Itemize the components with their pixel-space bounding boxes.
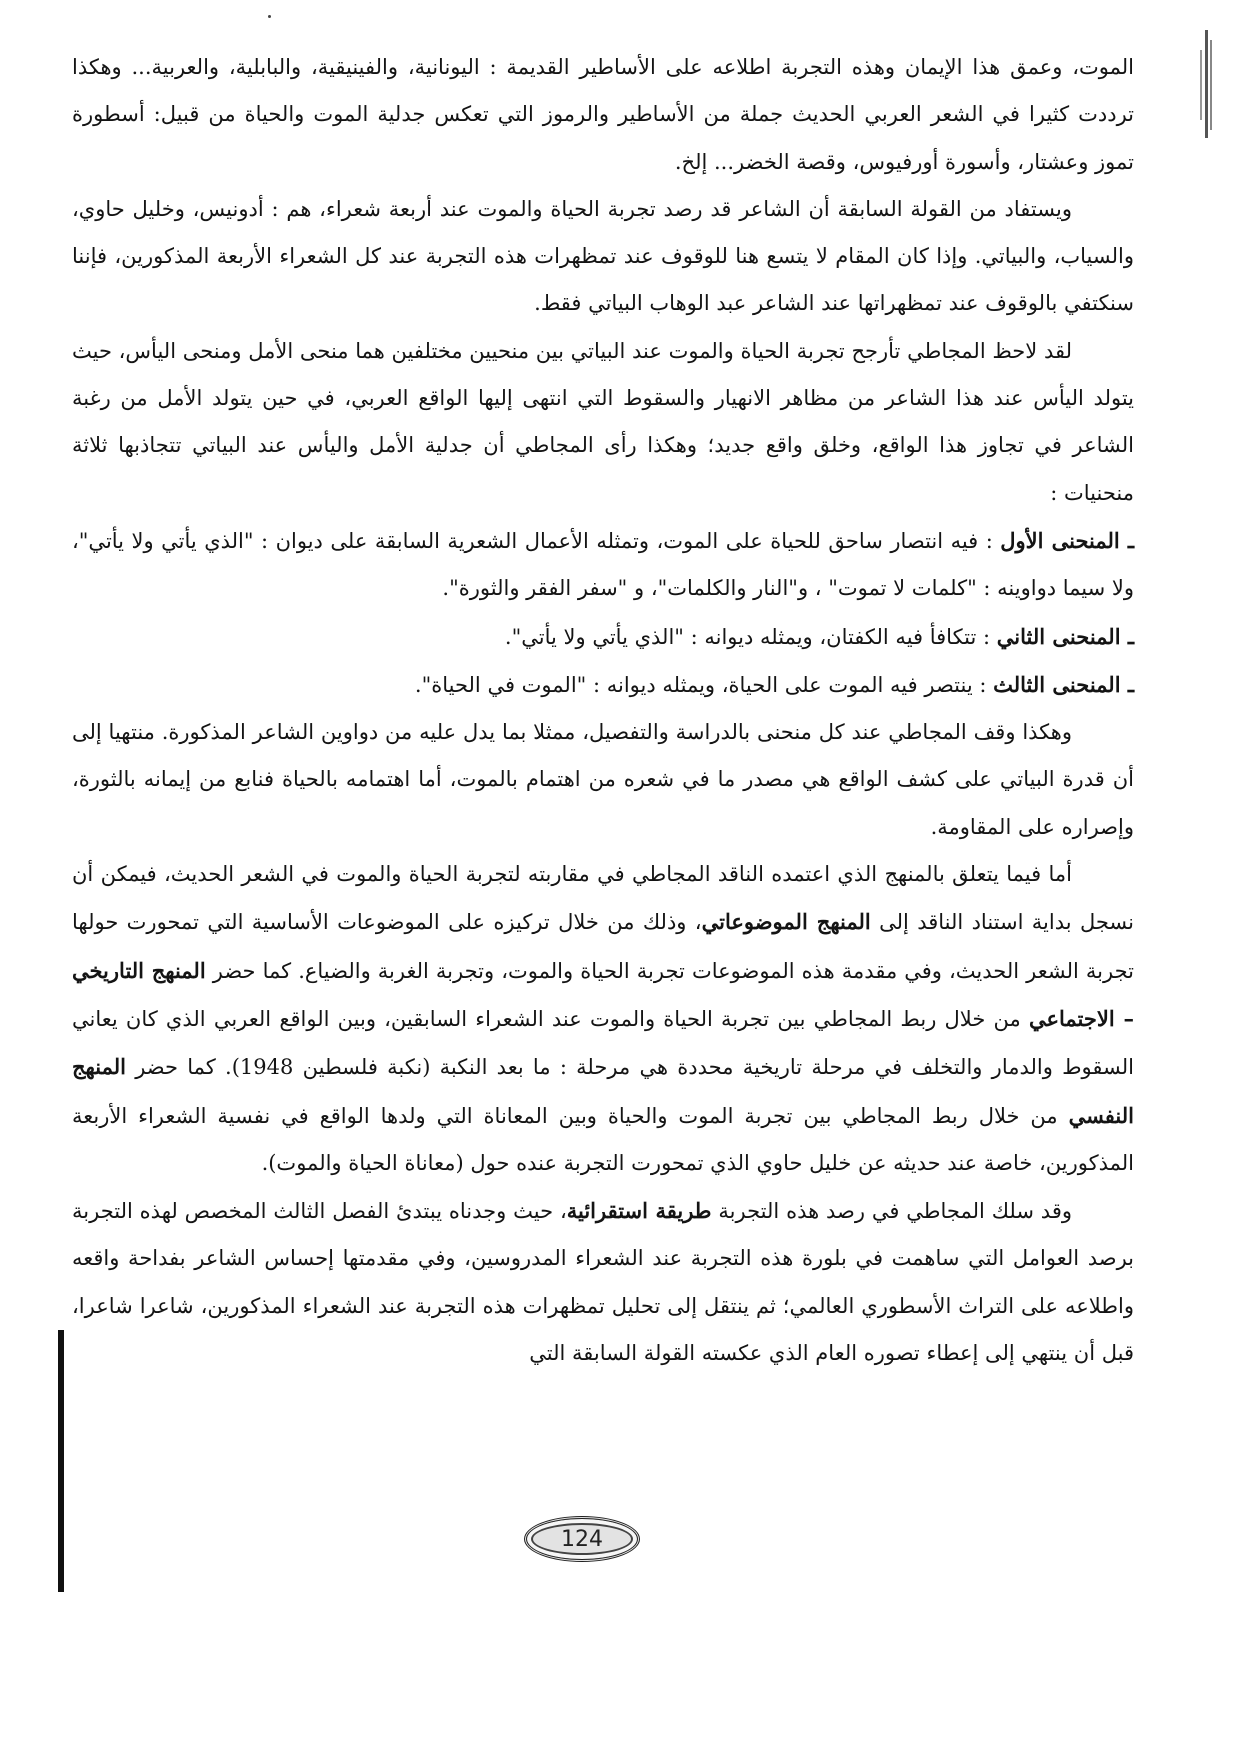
method-text-2: ، وذلك من خلال تركيزه على الموضوعات الأساسية التي تمحورت حولها تجربة الشعر الحديث، وفي مقدمة هذه الموضوعات تجربة الحياة والموت، وتجربة الغربة والضياع. كما حضر [72, 910, 1134, 983]
curve-item-1-text: : فيه انتصار ساحق للحياة على الموت، وتمثله الأعمال الشعرية السابقة على ديوان : "الذي يأتي ولا يأتي"، ولا سيما دواوينه : "كلمات لا تموت" ، و"النار والكلمات"، و "سفر الفقر والثورة". [72, 528, 1134, 601]
curve-item-1 [72, 517, 1134, 613]
final-paragraph [72, 1187, 1134, 1377]
curve-item-2-text: : تتكافأ فيه الكفتان، ويمثله ديوانه : "الذي يأتي ولا يأتي". [504, 624, 991, 649]
final-inductive: طريقة استقرائية [566, 1198, 712, 1224]
method-historical: المنهج التاريخي – الاجتماعي [72, 957, 1134, 1031]
curve-item-2 [72, 613, 1134, 661]
page-body [72, 44, 1134, 1584]
method-text-1: أما فيما يتعلق بالمنهج الذي اعتمده الناقد المجاطي في مقاربته لتجربة الحياة والموت في الشعر الحديث، فيمكن أن نسجل بداية استناد الناقد إلى [72, 862, 1134, 935]
final-text-2: ، حيث وجدناه يبتدئ الفصل الثالث المخصص لهذه التجربة برصد العوامل التي ساهمت في بلورة هذه التجربة عند الشعراء المدروسين، وفي مقدمتها إحساس الشاعر بفداحة واقعه واطلاعه على التراث الأسطوري العالمي؛ ثم ينتقل إلى تحليل تمظهرات هذه التجربة عند الشعراء المذكورين، شاعرا شاعرا، قبل أن ينتهي إلى إعطاء تصوره العام الذي عكسته القولة السابقة التي [72, 1199, 1134, 1366]
scan-speck [268, 15, 271, 18]
paragraph-2: ويستفاد من القولة السابقة أن الشاعر قد رصد تجربة الحياة والموت عند أربعة شعراء، هم : أدونيس، وخليل حاوي، والسياب، والبياتي. وإذا كان المقام لا يتسع هنا للوقوف عند تمظهرات هذه التجربة عند كل الشعراء الأربعة المذكورين، فإننا سنكتفي بالوقوف عند تمظهراتها عند الشاعر عبد الوهاب البياتي فقط. [72, 196, 1134, 316]
paragraph-3: لقد لاحظ المجاطي تأرجح تجربة الحياة والموت عند البياتي بين منحيين مختلفين هما منحى الأمل ومنحى اليأس، حيث يتولد اليأس عند هذا الشاعر من مظاهر الانهيار والسقوط التي انتهى إليها الواقع العربي، في حين يتولد الأمل من رغبة الشاعر في تجاوز هذا الواقع، وخلق واقع جديد؛ وهكذا رأى المجاطي أن جدلية الأمل واليأس عند البياتي تتجاذبها ثلاثة منحنيات : [72, 338, 1134, 505]
curve-item-1-label: ـ المنحنى الأول [1000, 527, 1134, 553]
final-text-1: وقد سلك المجاطي في رصد هذه التجربة [718, 1199, 1073, 1224]
method-thematic: المنهج الموضوعاتي [701, 909, 871, 935]
page-number: 124 [524, 1516, 640, 1562]
method-psychological: المنهج النفسي [72, 1054, 1134, 1128]
paragraph-1: الموت، وعمق هذا الإيمان وهذه التجربة اطلاعه على الأساطير القديمة : اليونانية، والفينيقية، والبابلية، والعربية... وهكذا ترددت كثيرا في الشعر العربي الحديث جملة من الأساطير والرموز التي تعكس جدلية الموت والحياة من قبيل: أسطورة تموز وعشتار، وأسورة أورفيوس، وقصة الخضر... إلخ. [72, 55, 1134, 174]
binding-marks [1197, 30, 1217, 140]
curve-item-3-label: ـ المنحنى الثالث [993, 671, 1134, 697]
curve-item-3 [72, 661, 1134, 709]
curve-item-3-text: : ينتصر فيه الموت على الحياة، ويمثله ديوانه : "الموت في الحياة". [414, 672, 987, 697]
method-text-4: من خلال ربط المجاطي بين تجربة الموت والحياة وبين المعاناة التي ولدها الواقع في نفسية الشعراء الأربعة المذكورين، خاصة عند حديثه عن خليل حاوي الذي تمحورت التجربة عنده حول (معاناة الحياة والموت). [72, 1103, 1134, 1175]
method-text-3: من خلال ربط المجاطي بين تجربة الحياة والموت عند الشعراء السابقين، وبين الواقع العربي الذي كان يعاني السقوط والدمار والتخلف في مرحلة تاريخية محددة هي مرحلة : ما بعد النكبة (نكبة فلسطين 1948). كما حضر [72, 1006, 1134, 1080]
paragraph-after-items: وهكذا وقف المجاطي عند كل منحنى بالدراسة والتفصيل، ممثلا بما يدل عليه من دواوين الشاعر المذكورة. منتهيا إلى أن قدرة البياتي على كشف الواقع هي مصدر ما في شعره من اهتمام بالموت، أما اهتمامه بالحياة فنابع من إيمانه بالثورة، وإصراره على المقاومة. [72, 720, 1134, 839]
method-paragraph [72, 851, 1134, 1187]
curve-item-2-label: ـ المنحنى الثاني [996, 623, 1134, 649]
margin-rule [58, 1330, 64, 1592]
